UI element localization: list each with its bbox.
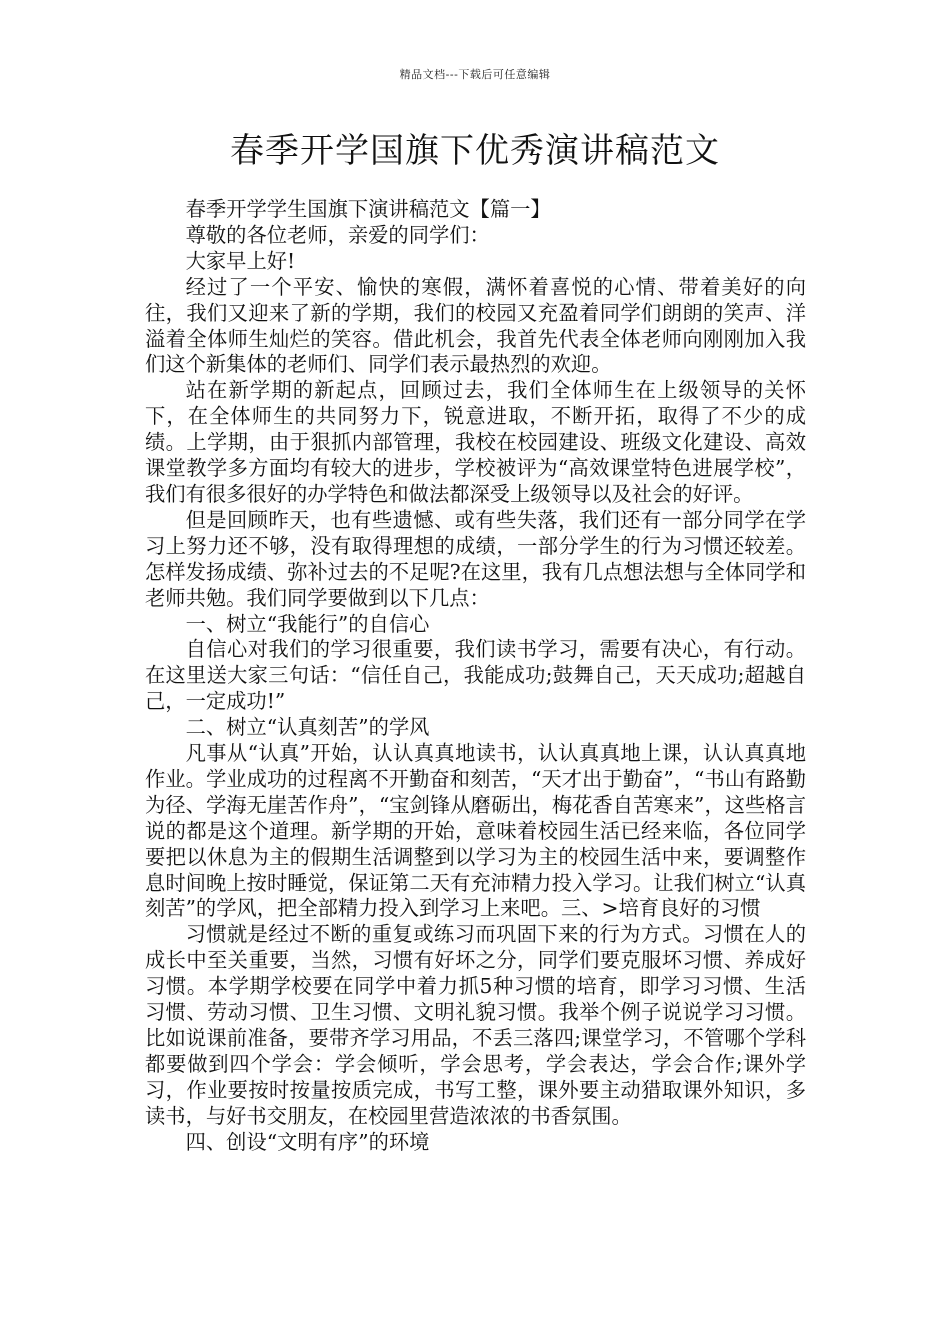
paragraph: 大家早上好! [185, 248, 296, 273]
paragraph: 经过了一个平安、愉快的寒假，满怀着喜悦的心情、带着美好的向往，我们又迎来了新的学期，我们的校园又充盈着同学们朗朗的笑声、洋溢着全体师生灿烂的笑容。借此机会，我首先代表全体老师向刚刚加入我们这个新集体的老师们、同学们表示最热烈的欢迎。 [145, 274, 806, 377]
paragraph: 自信心对我们的学习很重要，我们读书学习，需要有决心，有行动。在这里送大家三句话：“信任自己，我能成功;鼓舞自己，天天成功;超越自己，一定成功!” [145, 637, 806, 714]
section-heading: 四、创设“文明有序”的环境 [185, 1129, 430, 1154]
section-heading: 一、树立“我能行”的自信心 [185, 611, 430, 636]
paragraph: 尊敬的各位老师，亲爱的同学们： [185, 222, 490, 247]
document-title: 春季开学国旗下优秀演讲稿范文 [230, 131, 720, 171]
header-note: 精品文档---下载后可任意编辑 [399, 68, 551, 81]
paragraph: 春季开学学生国旗下演讲稿范文【篇一】 [185, 197, 551, 221]
paragraph: 习惯就是经过不断的重复或练习而巩固下来的行为方式。习惯在人的成长中至关重要，当然，习惯有好坏之分，同学们要克服坏习惯、养成好习惯。本学期学校要在同学中着力抓5种习惯的培育，即学习习惯、生活习惯、劳动习惯、卫生习惯、文明礼貌习惯。我举个例子说说学习习惯。比如说课前准备，要带齐学习用品，不丢三落四;课堂学习，不管哪个学科都要做到四个学会：学会倾听，学会思考，学会表达，学会合作;课外学习，作业要按时按量按质完成，书写工整，课外要主动猎取课外知识，多读书，与好书交朋友，在校园里营造浓浓的书香氛围。 [145, 922, 806, 1128]
section-heading: 二、树立“认真刻苦”的学风 [185, 715, 430, 740]
paragraph: 凡事从“认真”开始，认认真真地读书，认认真真地上课，认认真真地作业。学业成功的过程离不开勤奋和刻苦，“天才出于勤奋”，“书山有路勤为径、学海无崖苦作舟”，“宝剑锋从磨砺出，梅花香自苦寒来”，这些格言说的都是这个道理。新学期的开始，意味着校园生活已经来临，各位同学要把以休息为主的假期生活调整到以学习为主的校园生活中来，要调整作息时间晚上按时睡觉，保证第二天有充沛精力投入学习。让我们树立“认真刻苦”的学风，把全部精力投入到学习上来吧。三、>培育良好的习惯 [145, 741, 806, 921]
paragraph: 站在新学期的新起点，回顾过去，我们全体师生在上级领导的关怀下，在全体师生的共同努力下，锐意进取，不断开拓，取得了不少的成绩。上学期，由于狠抓内部管理，我校在校园建设、班级文化建设、高效课堂教学多方面均有较大的进步，学校被评为“高效课堂特色进展学校”，我们有很多很好的办学特色和做法都深受上级领导以及社会的好评。 [145, 378, 806, 506]
document-body [145, 197, 806, 1156]
paragraph: 但是回顾昨天，也有些遗憾、或有些失落，我们还有一部分同学在学习上努力还不够，没有取得理想的成绩，一部分学生的行为习惯还较差。怎样发扬成绩、弥补过去的不足呢?在这里，我有几点想法想与全体同学和老师共勉。我们同学要做到以下几点： [145, 507, 806, 610]
